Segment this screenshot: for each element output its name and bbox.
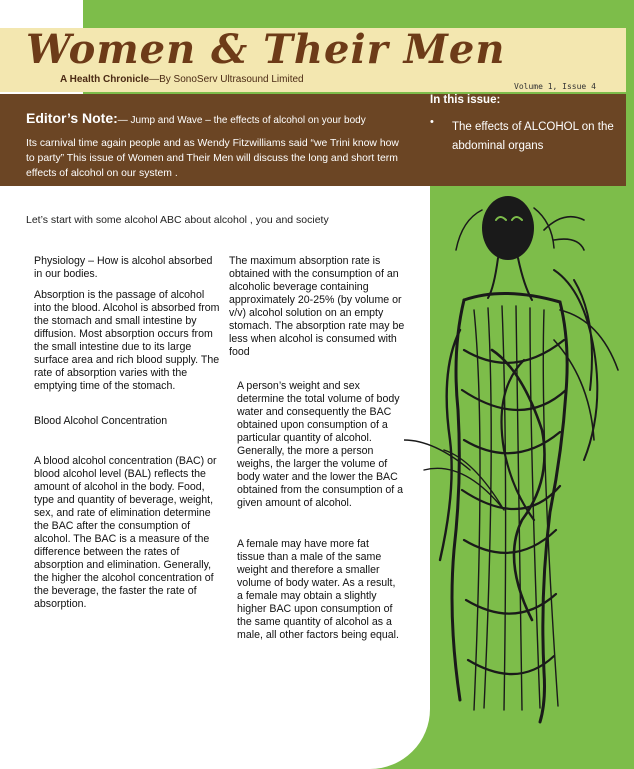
editor-note-heading [26, 110, 366, 128]
article-paragraph: A person’s weight and sex determine the total volume of body water and consequently the BAC obtained upon consumption of a particular quantity of alcohol. Generally, the more a person weighs, the larger the volume of body water and the lower the BAC obtained from the consumption of a given amount of alcohol. [237, 380, 404, 509]
left-column [34, 255, 220, 611]
masthead-subtitle [60, 74, 304, 85]
in-this-issue-box [430, 94, 626, 186]
subtitle-rest: —By SonoServ Ultrasound Limited [149, 74, 304, 85]
article-paragraph: Physiology – How is alcohol absorbed in our bodies. [34, 255, 213, 280]
article-intro: Let’s start with some alcohol ABC about alcohol , you and society [26, 214, 329, 226]
article-paragraph: A female may have more fat tissue than a male of the same weight and therefore a smaller volume of body water. As a result, a female may obtain a slightly higher BAC upon consumption of the same quantity of alcohol as a male, all other factors being equal. [237, 538, 399, 641]
bullet-icon: • [430, 116, 434, 128]
anatomy-figure-icon [404, 190, 622, 726]
editor-note-body: Its carnival time again people and as Wendy Fitzwilliams said “we Trini know how to party” This issue of Women and Their Men will discuss the long and short term effects of alcohol on our system . [26, 138, 399, 179]
article-paragraph: Absorption is the passage of alcohol into the blood. Alcohol is absorbed from the stomach and small intestine by diffusion. Most absorption occurs from the small intestine due to its large surface area and rich blood supply. The rate of absorption varies with the emptying time of the stomach. [34, 289, 220, 392]
article-paragraph: A blood alcohol concentration (BAC) or blood alcohol level (BAL) reflects the amount of alcohol in the body. Food, type and quantity of beverage, weight, sex, and rate of elimination determine the BAC after the consumption of alcohol. The BAC is a measure of the difference between the rates of absorption and elimination. Generally, the higher the alcohol concentration of the beverage, the faster the rate of absorption. [34, 455, 217, 610]
subtitle-bold: A Health Chronicle [60, 74, 150, 85]
right-column-bottom [237, 538, 399, 642]
masthead-title: Women & Their Men [26, 26, 506, 73]
article-paragraph: The maximum absorption rate is obtained with the consumption of an alcoholic beverage containing approximately 20-25% (by volume or v/v) alcohol solution on an empty stomach. The absorption rate may be less when alcohol is consumed with food [229, 255, 405, 358]
right-column-middle [237, 380, 405, 510]
volume-issue: Volume 1, Issue 4 [514, 82, 596, 91]
section-heading: Blood Alcohol Concentration [34, 415, 168, 427]
top-left-white-strip [0, 0, 83, 28]
in-this-issue-title: In this issue: [430, 94, 501, 106]
editor-note-lead: Editor’s Note: [26, 110, 118, 126]
editor-note-headline: — Jump and Wave – the effects of alcohol on your body [117, 115, 366, 126]
right-column-top [229, 255, 407, 359]
issue-item[interactable]: The effects of ALCOHOL on the abdominal organs [452, 121, 614, 152]
